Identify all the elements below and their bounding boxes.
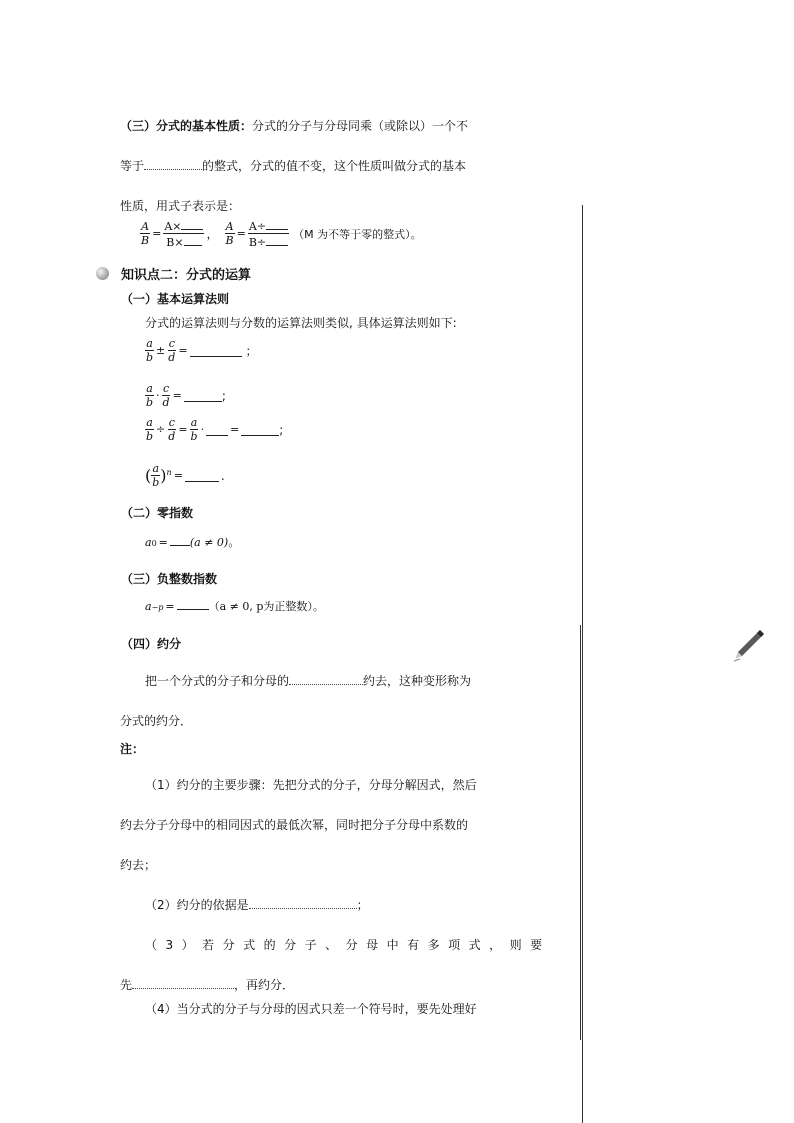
property-text-1: 分式的分子与分母同乘（或除以）一个不	[252, 119, 469, 133]
property-line-2: 等于 的整式，分式的值不变，这个性质叫做分式的基本	[120, 159, 467, 173]
fill-blank[interactable]	[266, 218, 288, 230]
rule-add-subtract: $\frac{a}{b}$ ± $\frac{c}{d}$ = ；	[146, 337, 258, 364]
formula-fraction: $\frac{A}{B}$	[141, 220, 150, 247]
fill-blank[interactable]	[206, 424, 228, 436]
fill-blank[interactable]	[181, 218, 203, 230]
bullet-icon	[96, 267, 109, 280]
formula-fraction: $\frac{A}{B}$	[225, 220, 234, 247]
note-1-line-2: 约去分子分母中的相同因式的最低次幂，同时把分子分母中系数的	[120, 818, 469, 832]
margin-line-inner	[580, 625, 581, 1040]
fill-blank[interactable]	[184, 234, 202, 246]
fill-blank[interactable]	[190, 345, 242, 357]
fill-blank[interactable]	[289, 673, 363, 685]
margin-line	[582, 205, 583, 1123]
fill-blank[interactable]	[170, 534, 190, 546]
fill-blank[interactable]	[185, 470, 219, 482]
note-label: 注：	[120, 742, 145, 756]
fill-blank[interactable]	[132, 977, 234, 989]
note-4: （4）当分式的分子与分母的因式只差一个符号时，要先处理好	[145, 1002, 477, 1016]
fill-blank[interactable]	[266, 234, 288, 246]
fill-blank[interactable]	[241, 424, 279, 436]
reduction-paragraph-end: 分式的约分．	[120, 714, 193, 728]
reduction-paragraph: 把一个分式的分子和分母的 约去，这种变形称为	[145, 674, 472, 688]
note-1-line-1: （1）约分的主要步骤：先把分式的分子，分母分解因式，然后	[145, 778, 477, 792]
property-line-1	[120, 117, 468, 134]
property-formula: $\frac{A}{B}$ = $\frac{A\times}{B\times}$ ， $\frac{A}{B}$ = $\frac{A\div}{B\div}$ （M 为不等于零的整式）。	[141, 220, 422, 249]
property-line-3: 性质，用式子表示是：	[120, 199, 241, 213]
kp2-heading	[96, 264, 251, 283]
formula-fraction: $\frac{A\div}{B\div}$	[248, 218, 289, 249]
fill-blank[interactable]	[184, 390, 222, 402]
zero-exponent-formula: a 0 = (a ≠ 0) 。	[145, 535, 241, 549]
rule-multiply: $\frac{a}{b}$ · $\frac{c}{d}$ = ;	[146, 382, 226, 409]
note-1-line-3: 约去；	[120, 858, 157, 872]
note-3-line-2: 先 ，再约分．	[120, 978, 295, 992]
subsection-title: （四）约分	[121, 637, 182, 651]
note-3-line-1: （3）若分式的分子、分母中有多项式，则要	[145, 938, 551, 952]
subsection-title: （三）负整数指数	[121, 572, 218, 586]
formula-note: （M 为不等于零的整式）。	[293, 227, 422, 241]
pen-icon[interactable]	[730, 628, 766, 664]
fill-blank[interactable]	[177, 598, 209, 610]
fill-blank[interactable]	[144, 158, 202, 170]
subsection-title: （一）基本运算法则	[121, 292, 230, 306]
note-2: （2）约分的依据是 ；	[145, 898, 369, 912]
fill-blank[interactable]	[249, 897, 357, 909]
negative-exponent-formula: a −p = （a ≠ 0, p为正整数）。	[145, 600, 324, 613]
kp2-title: 知识点二：分式的运算	[121, 268, 252, 283]
section-title-basic-property: （三）分式的基本性质：	[120, 119, 253, 133]
subsection-title: （二）零指数	[121, 506, 194, 520]
formula-fraction: $\frac{A\times}{B\times}$	[163, 218, 204, 249]
rules-intro: 分式的运算法则与分数的运算法则类似, 具体运算法则如下:	[145, 316, 457, 330]
rule-power: ( $\frac{a}{b}$ ) $^n$ = .	[145, 462, 225, 489]
rule-divide: $\frac{a}{b}$ ÷ $\frac{c}{d}$ = $\frac{a}{b}$ · = ;	[146, 416, 284, 443]
